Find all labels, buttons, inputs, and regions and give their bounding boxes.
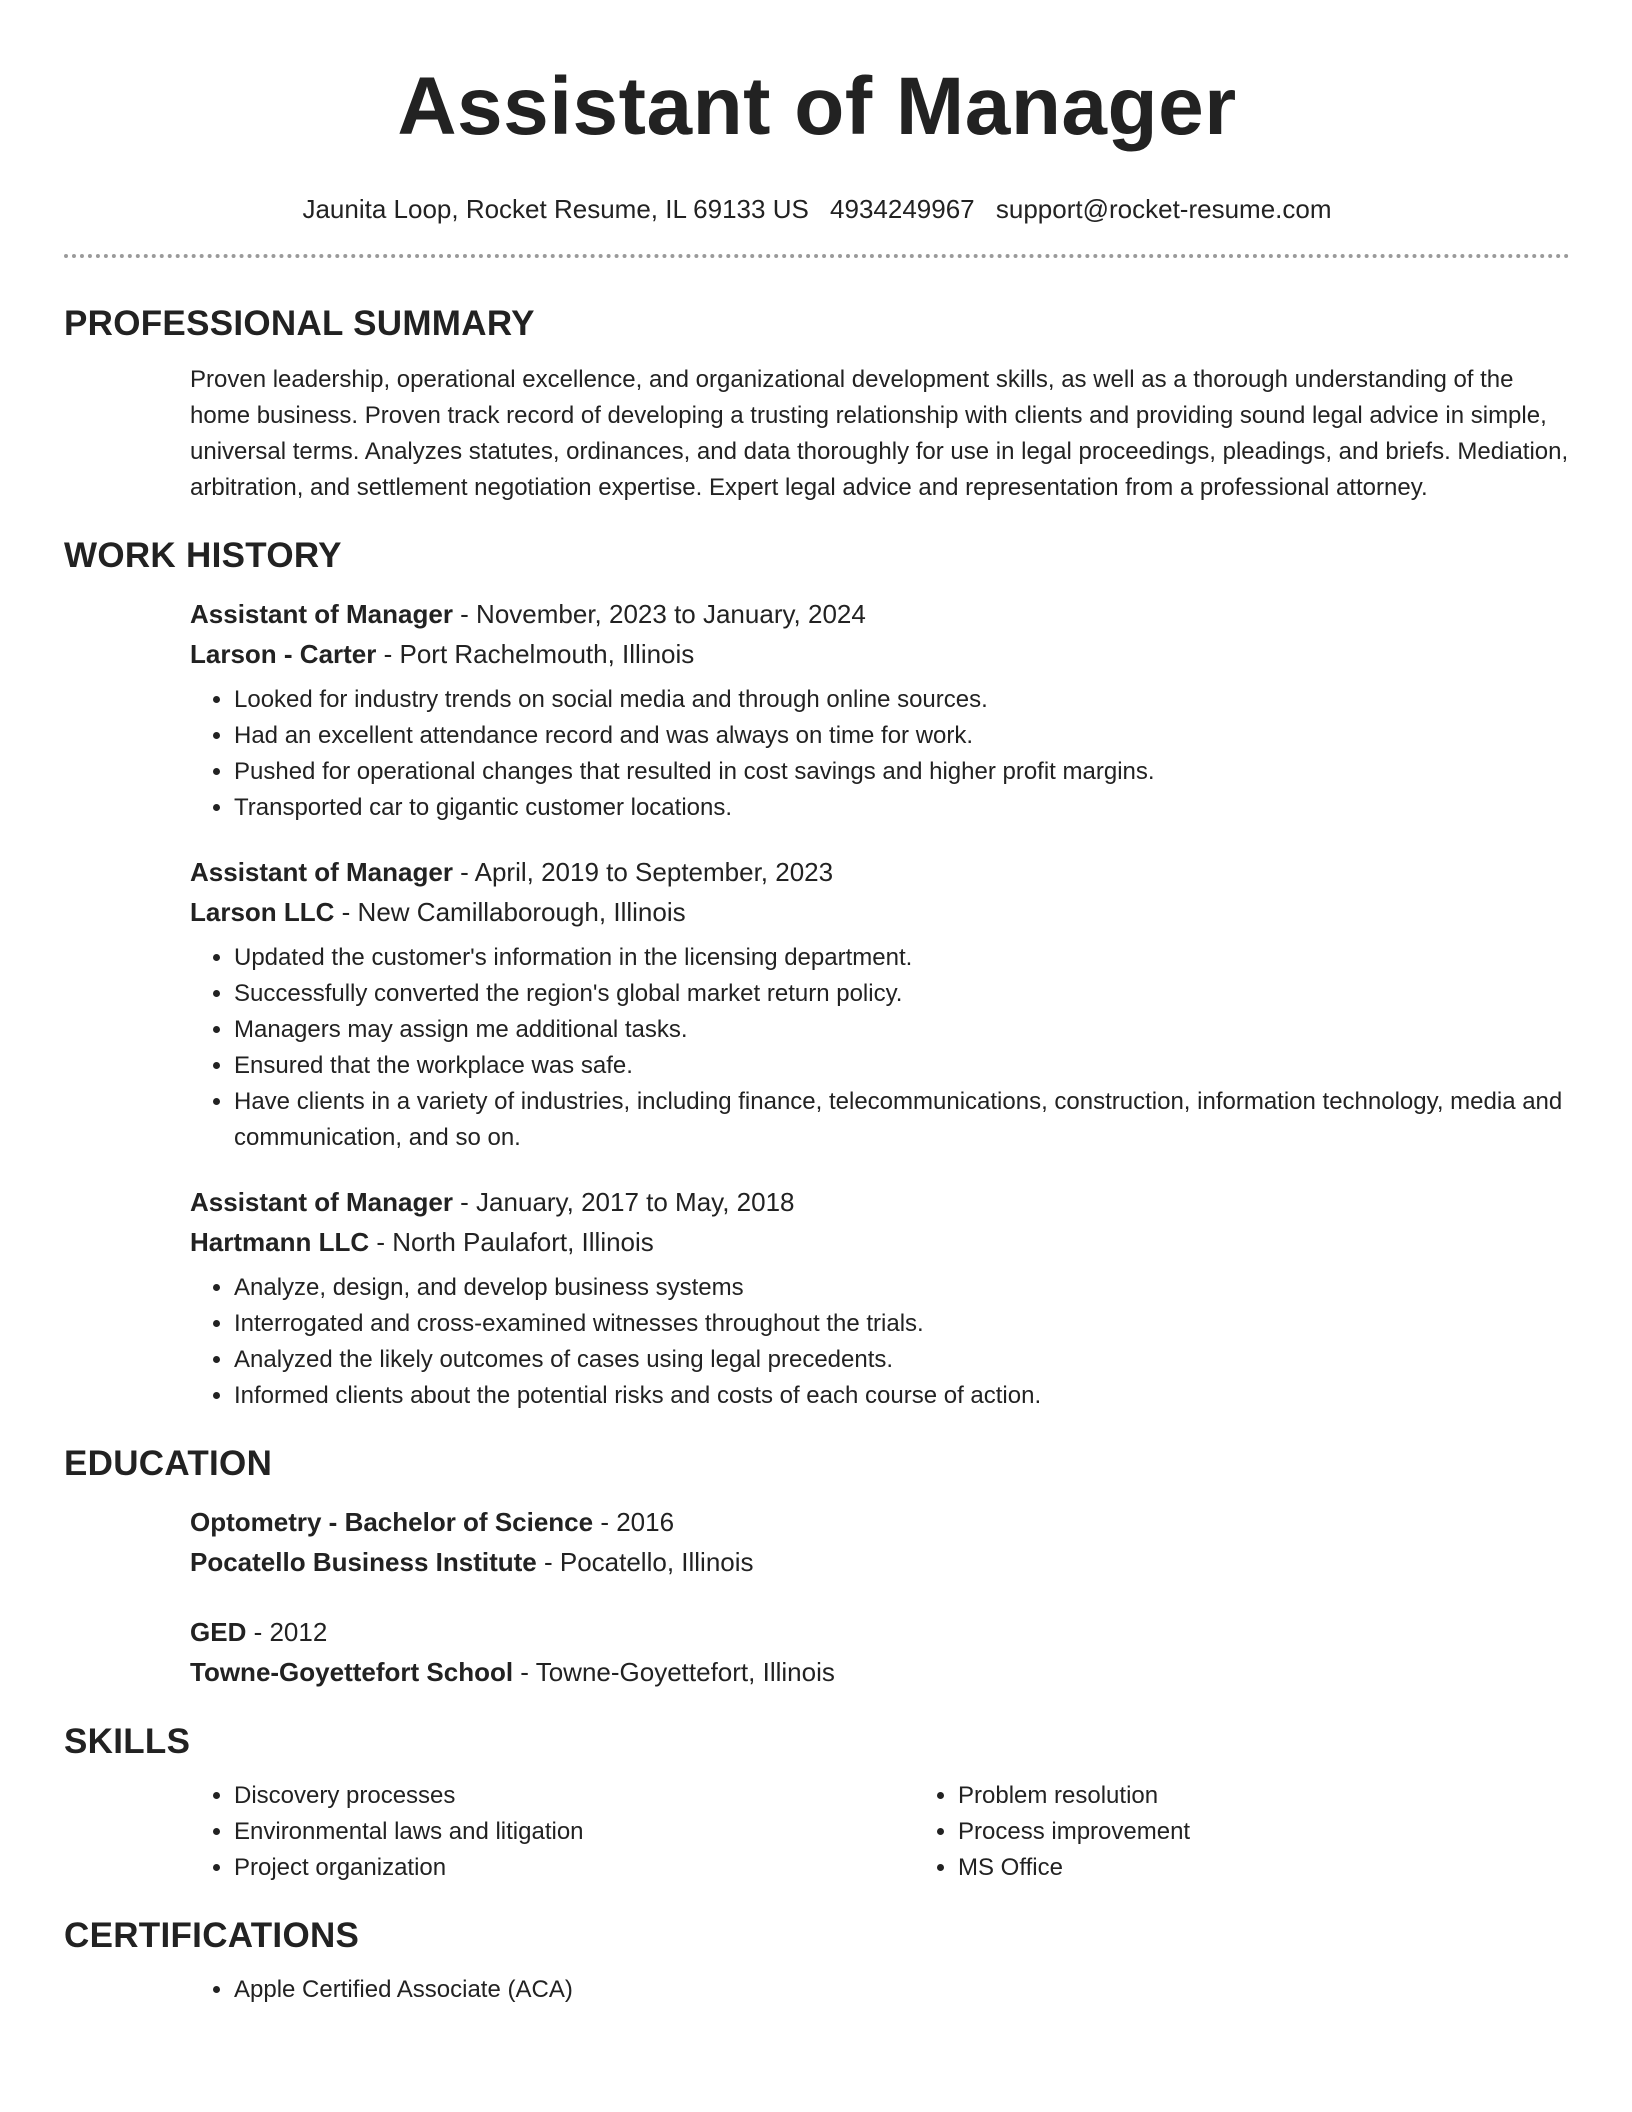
list-item: • Interrogated and cross-examined witnesses throughout the trials. [234, 1306, 1570, 1342]
job-bullets [190, 1270, 1570, 1414]
certifications-section-title: CERTIFICATIONS [64, 1916, 360, 1955]
education-year: - 2012 [246, 1617, 328, 1647]
job-dates: - January, 2017 to May, 2018 [452, 1187, 795, 1217]
work-section [190, 594, 1570, 1414]
skills-list-right [914, 1778, 1632, 1886]
job-role: Assistant of Manager [190, 599, 453, 629]
job-company: Larson LLC [190, 897, 335, 927]
contact-line [64, 192, 1570, 226]
list-item: • Ensured that the workplace was safe. [234, 1048, 1570, 1084]
list-item: • Updated the customer's information in the licensing department. [234, 940, 1570, 976]
list-item: • Apple Certified Associate (ACA) [234, 1972, 1570, 2008]
list-item: • Informed clients about the potential risks and costs of each course of action. [234, 1378, 1570, 1414]
summary-text: Proven leadership, operational excellence, and organizational development skills, as well as a thorough understanding of the home business. Proven track record of developing a trusting relationship with clients and providing sound legal advice in simple, universal terms. Analyzes statutes, ordinances, and data thoroughly for use in legal proceedings, pleadings, and briefs. Mediation, arbitration, and settlement negotiation expertise. Expert legal advice and representation from a professional attorney. [190, 366, 1569, 501]
job-location: - New Camillaborough, Illinois [334, 897, 686, 927]
list-item: • Process improvement [958, 1814, 1632, 1850]
contact-address: Jaunita Loop, Rocket Resume, IL 69133 US [302, 194, 809, 224]
job-company: Larson - Carter [190, 639, 377, 669]
skills-section [190, 1778, 1570, 1886]
education-degree: GED [190, 1617, 247, 1647]
job-entry [190, 594, 1570, 826]
skills-section-title: SKILLS [64, 1722, 191, 1761]
certifications-section [190, 1972, 1570, 2008]
job-bullets [190, 682, 1570, 826]
education-entry [190, 1612, 1570, 1692]
job-company-line [190, 892, 1570, 932]
education-location: - Pocatello, Illinois [536, 1547, 754, 1577]
list-item: • Successfully converted the region's global market return policy. [234, 976, 1570, 1012]
education-year: - 2016 [593, 1507, 675, 1537]
list-item: • Analyze, design, and develop business systems [234, 1270, 1570, 1306]
list-item: • Transported car to gigantic customer locations. [234, 790, 1570, 826]
job-location: - Port Rachelmouth, Illinois [376, 639, 695, 669]
job-role: Assistant of Manager [190, 1187, 453, 1217]
resume-name: Assistant of Manager [397, 61, 1237, 152]
skills-list-left [190, 1778, 914, 1886]
education-section [190, 1502, 1570, 1692]
list-item: • Managers may assign me additional tasks. [234, 1012, 1570, 1048]
job-dates: - November, 2023 to January, 2024 [452, 599, 866, 629]
resume-page [64, 0, 1570, 2008]
job-dates: - April, 2019 to September, 2023 [452, 857, 834, 887]
list-item: • MS Office [958, 1850, 1632, 1886]
education-location: - Towne-Goyettefort, Illinois [513, 1657, 835, 1687]
list-item: • Had an excellent attendance record and was always on time for work. [234, 718, 1570, 754]
job-company: Hartmann LLC [190, 1227, 370, 1257]
summary-section [190, 362, 1570, 506]
education-school-line [190, 1652, 1570, 1692]
job-company-line [190, 1222, 1570, 1262]
education-degree: Optometry - Bachelor of Science [190, 1507, 594, 1537]
list-item: • Have clients in a variety of industries, including finance, telecommunications, construction, information technology, media and communication, and so on. [234, 1084, 1570, 1156]
summary-section-title: PROFESSIONAL SUMMARY [64, 304, 535, 343]
job-entry [190, 852, 1570, 1156]
job-company-line [190, 634, 1570, 674]
contact-email: support@rocket-resume.com [995, 194, 1332, 224]
skills-columns [190, 1778, 1570, 1886]
certifications-list [190, 1972, 1570, 2008]
list-item: • Environmental laws and litigation [234, 1814, 914, 1850]
job-entry [190, 1182, 1570, 1414]
job-bullets [190, 940, 1570, 1156]
job-title-line [190, 852, 1570, 892]
education-degree-line [190, 1612, 1570, 1652]
job-title-line [190, 594, 1570, 634]
education-school: Pocatello Business Institute [190, 1547, 537, 1577]
education-school: Towne-Goyettefort School [190, 1657, 514, 1687]
education-degree-line [190, 1502, 1570, 1542]
job-title-line [190, 1182, 1570, 1222]
education-section-title: EDUCATION [64, 1444, 273, 1483]
list-item: • Pushed for operational changes that resulted in cost savings and higher profit margins. [234, 754, 1570, 790]
list-item: • Looked for industry trends on social media and through online sources. [234, 682, 1570, 718]
education-school-line [190, 1542, 1570, 1582]
job-role: Assistant of Manager [190, 857, 453, 887]
list-item: • Problem resolution [958, 1778, 1632, 1814]
header-divider [64, 254, 1570, 258]
education-entry [190, 1502, 1570, 1582]
job-location: - North Paulafort, Illinois [369, 1227, 654, 1257]
list-item: • Project organization [234, 1850, 914, 1886]
contact-phone: 4934249967 [830, 194, 975, 224]
list-item: • Discovery processes [234, 1778, 914, 1814]
work-section-title: WORK HISTORY [64, 536, 342, 575]
list-item: • Analyzed the likely outcomes of cases using legal precedents. [234, 1342, 1570, 1378]
